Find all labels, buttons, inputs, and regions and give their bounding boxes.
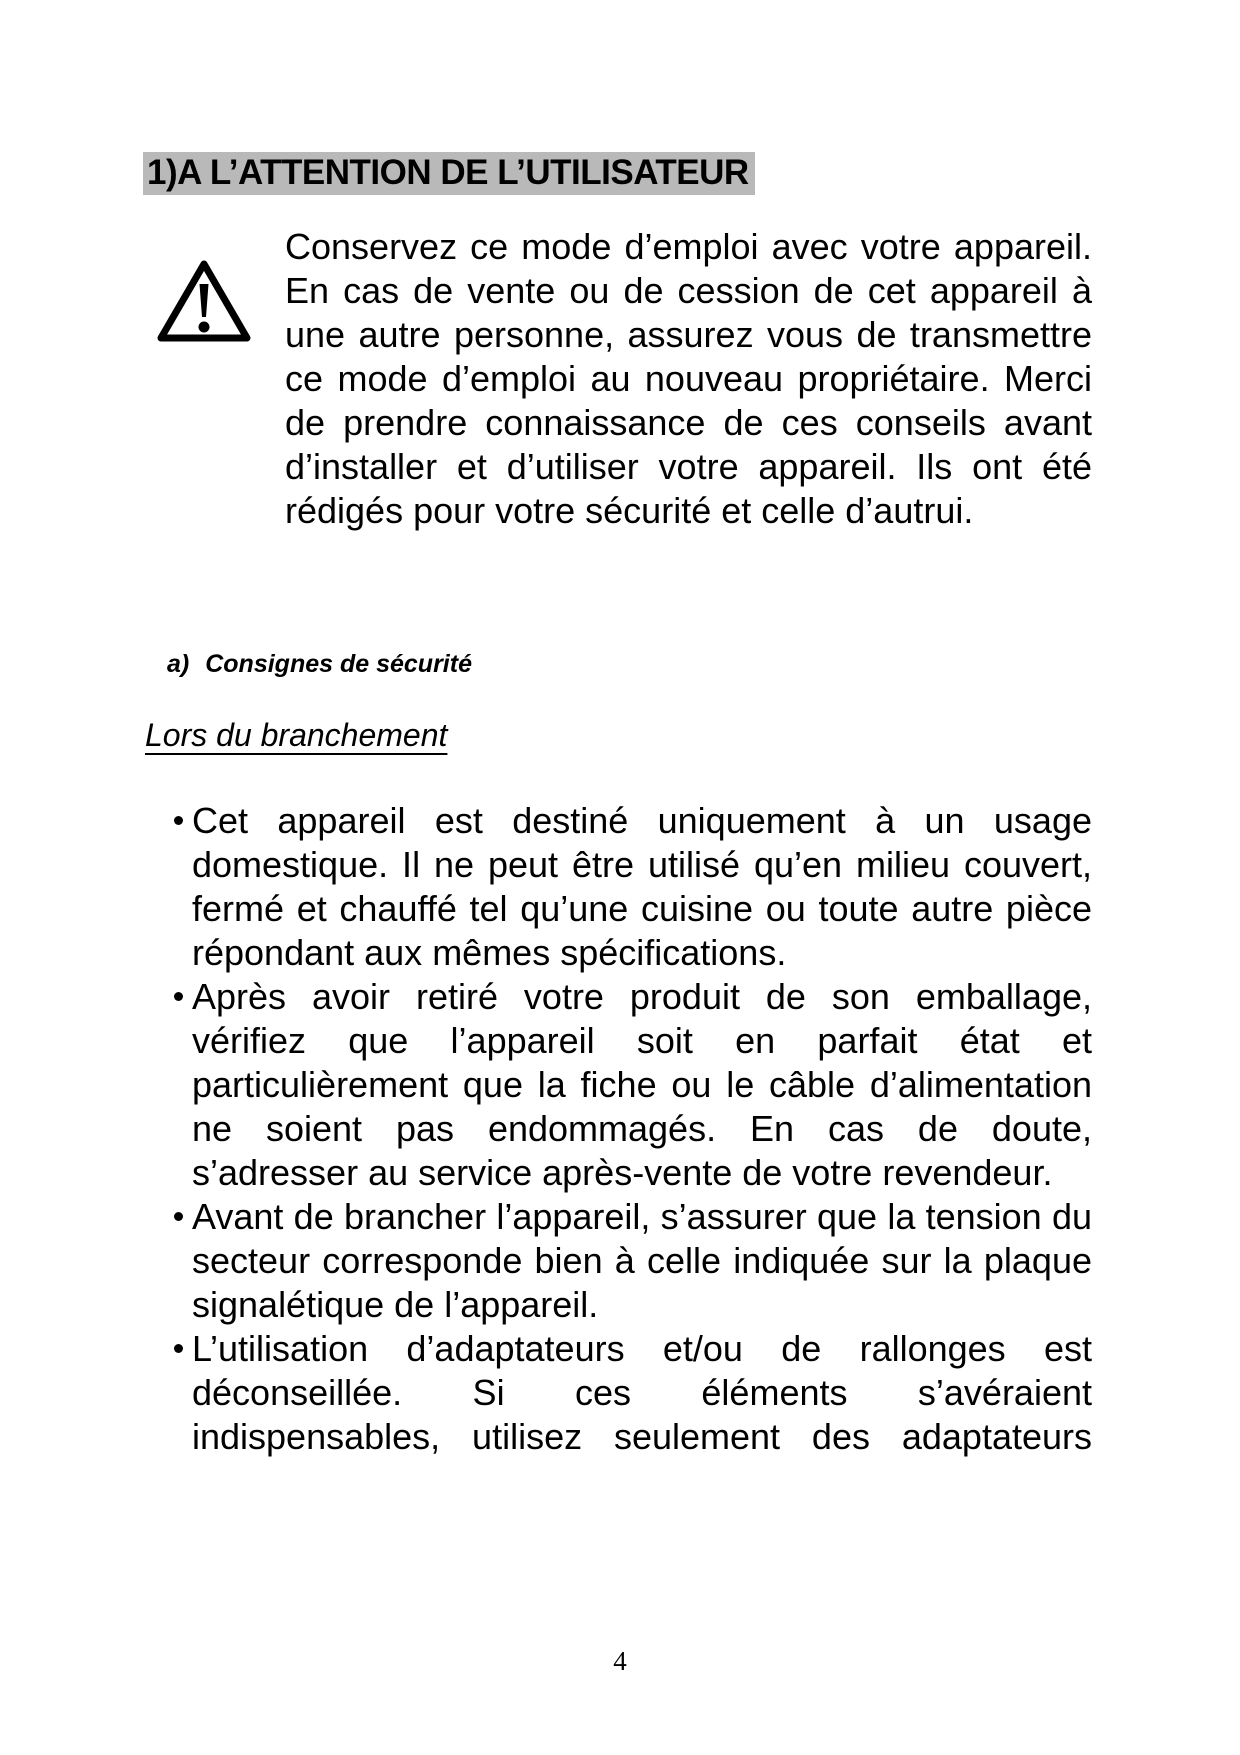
- section-heading-a: [167, 649, 1092, 679]
- page-content: [143, 0, 1092, 1459]
- bullet-item: [143, 975, 1092, 1195]
- intro-paragraph: Conservez ce mode d’emploi avec votre appareil. En cas de vente ou de cession de cet appareil à une autre personne, assurez vous de transmettre ce mode d’emploi au nouveau propriétaire. Merci de prendre connaissance de ces conseils avant d’installer et d’utiliser votre appareil. Ils ont été rédigés pour votre sécurité et celle d’autrui.: [285, 226, 1092, 531]
- page-number: 4: [613, 1646, 627, 1676]
- bullet-item: [143, 799, 1092, 975]
- bullet-item: [143, 1327, 1092, 1459]
- section-heading-label: Consignes de sécurité: [205, 650, 472, 678]
- bullet-text: Avant de brancher l’appareil, s’assurer que la tension du secteur corresponde bien à celle indiquée sur la plaque signalétique de l’appareil.: [192, 1196, 1092, 1325]
- page-title: 1)A L’ATTENTION DE L’UTILISATEUR: [143, 152, 755, 195]
- bullet-list: [143, 799, 1092, 1459]
- section-heading-prefix: a): [167, 650, 190, 678]
- bullet-text: L’utilisation d’adaptateurs et/ou de rallonges est déconseillée. Si ces éléments s’avéraient indispensables, utilisez seulement des adaptateurs: [192, 1328, 1092, 1457]
- bullet-item: [143, 1195, 1092, 1327]
- bullet-text: Après avoir retiré votre produit de son emballage, vérifiez que l’appareil soit en parfait état et particulièrement que la fiche ou le câble d’alimentation ne soient pas endommagés. En cas de doute, s’adresser au service après-vente de votre revendeur.: [192, 976, 1092, 1193]
- intro-section: [143, 225, 1092, 585]
- bullet-text: Cet appareil est destiné uniquement à un usage domestique. Il ne peut être utilisé qu’en milieu couvert, fermé et chauffé tel qu’une cuisine ou toute autre pièce répondant aux mêmes spécifications.: [192, 800, 1092, 973]
- subsection-heading: Lors du branchement: [145, 717, 448, 753]
- warning-triangle-icon: [156, 257, 252, 345]
